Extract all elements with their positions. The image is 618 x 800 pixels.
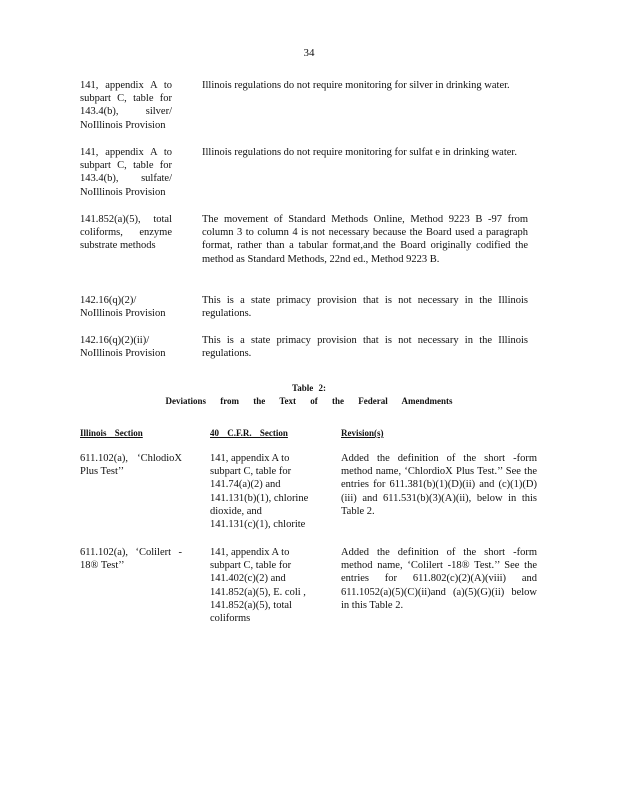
table1-section-cell: 141.852(a)(5), total coliforms, enzyme substrate methods xyxy=(80,214,172,252)
cfr-line: 141, appendix A to xyxy=(210,453,290,464)
cfr-section-cell xyxy=(210,546,312,625)
revision-cell: Added the definition of the short -form method name, ‘Colilert -18® Test.’’ See the entries for 611.802(c)(2)(A)(viii) and 611.1052(a)(5)(C)(ii)and (a)(5)(G)(ii) below in this Table 2. xyxy=(341,547,537,611)
table1-section-cell: 141, appendix A to subpart C, table for 143.4(b), silver/ NoIllinois Provision xyxy=(80,80,172,131)
header-illinois-section: Illinois Section xyxy=(80,428,143,438)
illinois-section-cell: 611.102(a), ‘Colilert - 18® Test’’ xyxy=(80,547,182,572)
table1-explanation-cell: The movement of Standard Methods Online, Method 9223 B -97 from column 3 to column 4 is not necessary because the Board used a paragraph format, rather than a tabular format,and the Board originally codified the method as Standard Methods, 22nd ed., Method 9223 B. xyxy=(202,214,528,265)
cfr-line: subpart C, table for xyxy=(210,560,292,572)
table2-subtitle: Deviations from the Text of the Federal Amendments xyxy=(165,396,453,406)
cfr-line: 141, appendix A to xyxy=(210,547,290,558)
table2-title: Table 2: xyxy=(292,383,326,393)
cfr-section-cell xyxy=(210,452,312,531)
table1-explanation-cell: This is a state primacy provision that is not necessary in the Illinois regulations. xyxy=(202,335,528,360)
cfr-line: 141.852(a)(5), total xyxy=(210,599,292,611)
cfr-line: 141.852(a)(5), E. coli , xyxy=(210,586,306,598)
table1-explanation-cell: Illinois regulations do not require monitoring for sulfat e in drinking water. xyxy=(202,147,517,158)
table1-explanation-cell: Illinois regulations do not require monitoring for silver in drinking water. xyxy=(202,80,510,91)
header-revisions: Revision(s) xyxy=(341,428,384,438)
table1-section-cell: 141, appendix A to subpart C, table for 143.4(b), sulfate/ NoIllinois Provision xyxy=(80,147,172,198)
cfr-line: subpart C, table for xyxy=(210,466,292,478)
table1-explanation-cell: This is a state primacy provision that is not necessary in the Illinois regulations. xyxy=(202,295,528,320)
table1-section-cell: 142.16(q)(2)(ii)/ NoIllinois Provision xyxy=(80,335,166,360)
table1-section-cell: 142.16(q)(2)/ NoIllinois Provision xyxy=(80,295,166,320)
cfr-line: 141.402(c)(2) and xyxy=(210,573,286,585)
revision-cell: Added the definition of the short -form method name, ‘ChlordioX Plus Test.’’ See the entries for 611.381(b)(1)(D)(ii) and (c)(1)(D)(iii) and 611.531(b)(3)(A)(ii), below in this Table 2. xyxy=(341,453,537,517)
cfr-line: 141.131(c)(1), chlorite xyxy=(210,519,306,531)
cfr-line: coliforms xyxy=(210,613,251,625)
illinois-section-cell: 611.102(a), ‘ChlodioX Plus Test’’ xyxy=(80,453,182,478)
header-cfr-section: 40 C.F.R. Section xyxy=(210,428,288,438)
page-number: 34 xyxy=(303,47,315,59)
cfr-line: dioxide, and xyxy=(210,505,262,517)
cfr-line: 141.131(b)(1), chlorine xyxy=(210,492,309,504)
cfr-line: 141.74(a)(2) and xyxy=(210,479,281,491)
